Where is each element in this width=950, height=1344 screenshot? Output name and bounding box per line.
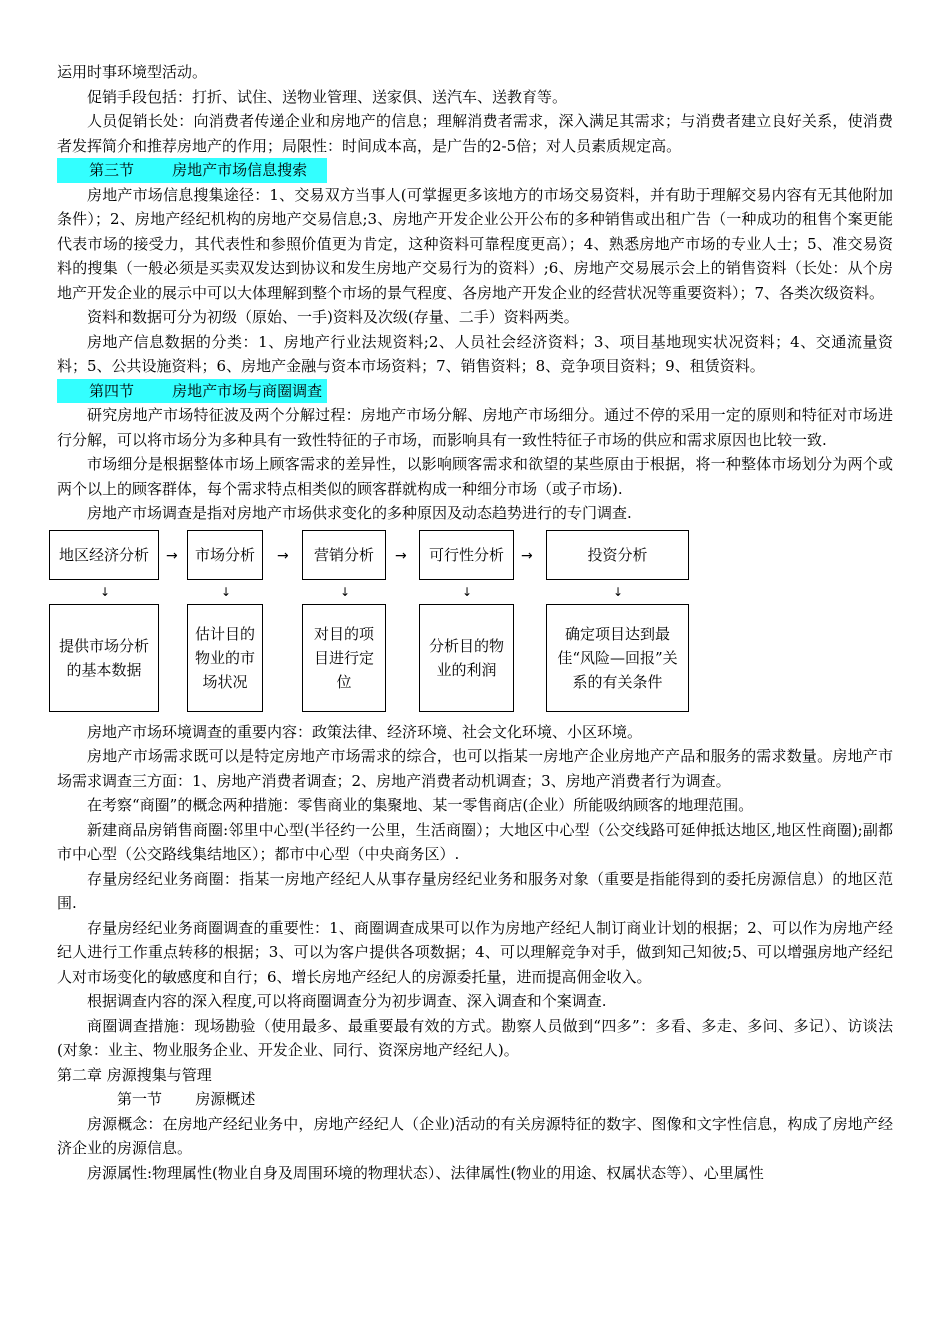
paragraph: 房地产信息数据的分类：1、房地产行业法规资料;2、人员社会经济资料；3、项目基地现实状况资料；4、交通流量资料；5、公共设施资料；6、房地产金融与资本市场资料；7、销售资料；8、竞争项目资料；9、租赁资料。	[57, 332, 893, 375]
paragraph: 资料和数据可分为初级（原始、一手)资料及次级(存量、二手）资料两类。	[87, 308, 579, 326]
flow-arrow-right-icon: →	[521, 547, 533, 564]
flow-bottom-box	[187, 604, 263, 712]
highlighted-heading: 第四节 房地产市场与商圈调查	[57, 379, 327, 404]
flow-top-box	[187, 530, 263, 580]
paragraph: 研究房地产市场特征波及两个分解过程：房地产市场分解、房地产市场细分。通过不停的采用一定的原则和特征对市场进行分解，可以将市场分为多种具有一致性特征的子市场，而影响具有一致性特征子市场的供应和需求原因也比较一致.	[57, 406, 893, 449]
flow-arrow-down-icon: ↓	[340, 584, 351, 599]
paragraph: 人员促销长处：向消费者传递企业和房地产的信息；理解消费者需求，深入满足其需求；与消费者建立良好关系，使消费者发挥简介和推荐房地产的作用；局限性：时间成本高，是广告的2-5倍；对人员素质规定高。	[57, 112, 893, 155]
flow-bottom-box	[49, 604, 159, 712]
paragraph: 新建商品房销售商圈:邻里中心型(半径约一公里，生活商圈）；大地区中心型（公交线路可延伸抵达地区,地区性商圈);副都市中心型（公交路线集结地区）；都市中心型（中央商务区）.	[57, 820, 893, 863]
flow-arrow-right-icon: →	[166, 547, 178, 564]
paragraph: 商圈调查措施：现场勘验（使用最多、最重要最有效的方式。勘察人员做到“四多”：多看、多走、多问、多记）、访谈法(对象：业主、物业服务企业、开发企业、同行、资深房地产经纪人)。	[57, 1016, 893, 1059]
flow-arrow-down-icon: ↓	[613, 584, 624, 599]
flow-top-box	[302, 530, 386, 580]
flow-top-box	[49, 530, 159, 580]
paragraph: 存量房经纪业务商圈：指某一房地产经纪人从事存量房经纪业务和服务对象（重要是指能得到的委托房源信息）的地区范围.	[57, 869, 893, 912]
flow-arrow-right-icon: →	[277, 547, 289, 564]
flowchart	[57, 528, 893, 718]
flow-top-text: 投资分析	[587, 545, 648, 564]
paragraph: 市场细分是根据整体市场上顾客需求的差异性，以影响顾客需求和欲望的某些原由于根据，将一种整体市场划分为两个或两个以上的顾客群体，每个需求特点相类似的顾客群就构成一种细分市场（或子市场).	[57, 455, 893, 498]
flow-bottom-box	[419, 604, 514, 712]
flow-bottom-text: 提供市场分析的基本数据	[58, 636, 149, 679]
flow-bottom-text: 确定项目达到最佳“风险—回报”关系的有关条件	[557, 624, 678, 691]
paragraph: 在考察“商圈”的概念两种措施：零售商业的集聚地、某一零售商店(企业）所能吸纳顾客的地理范围。	[87, 796, 754, 814]
paragraph: 促销手段包括：打折、试住、送物业管理、送家俱、送汽车、送教育等。	[87, 87, 568, 106]
paragraph: 房地产市场需求既可以是特定房地产市场需求的综合，也可以指某一房地产企业房地产产品和服务的需求数量。房地产市场需求调查三方面：1、房地产消费者调查；2、房地产消费者动机调查；3、房地产消费者行为调查。	[57, 747, 893, 790]
flow-top-box	[419, 530, 514, 580]
flow-arrow-right-icon: →	[395, 547, 407, 564]
paragraph: 根据调查内容的深入程度,可以将商圈调查分为初步调查、深入调查和个案调查.	[87, 992, 607, 1010]
flow-top-text: 地区经济分析	[59, 545, 150, 564]
flow-top-text: 营销分析	[314, 545, 375, 564]
section-heading: 第一节 房源概述	[117, 1090, 256, 1108]
flow-bottom-box	[302, 604, 386, 712]
paragraph: 房源概念：在房地产经纪业务中，房地产经纪人（企业)活动的有关房源特征的数字、图像和文字性信息，构成了房地产经济企业的房源信息。	[57, 1114, 893, 1157]
document-page	[57, 60, 893, 1185]
flow-arrow-down-icon: ↓	[100, 584, 111, 599]
paragraph: 房源属性:物理属性(物业自身及周围环境的物理状态）、法律属性(物业的用途、权属状态等）、心里属性	[87, 1163, 764, 1182]
paragraph: 房地产市场调查是指对房地产市场供求变化的多种原因及动态趋势进行的专门调查.	[87, 504, 632, 522]
section-heading-3	[57, 158, 893, 183]
flow-arrow-down-icon: ↓	[221, 584, 232, 599]
paragraph: 存量房经纪业务商圈调查的重要性：1、商圈调查成果可以作为房地产经纪人制订商业计划的根据；2、可以作为房地产经纪人进行工作重点转移的根据；3、可以为客户提供各项数据；4、可以理解竞争对手，做到知己知彼;5、可以增强房地产经纪人对市场变化的敏感度和自行；6、增长房地产经纪人的房源委托量，进而提高佣金收入。	[57, 918, 893, 986]
flow-bottom-text: 估计目的物业的市场状况	[194, 624, 255, 691]
flow-bottom-text: 分析目的物业的利润	[428, 636, 504, 679]
paragraph: 运用时事环境型活动。	[57, 63, 208, 81]
chapter-title: 第二章 房源搜集与管理	[57, 1065, 212, 1084]
highlighted-heading: 第三节 房地产市场信息搜索	[57, 158, 327, 183]
paragraph: 房地产市场环境调查的重要内容：政策法律、经济环境、社会文化环境、小区环境。	[87, 722, 643, 741]
flow-bottom-text: 对目的项目进行定位	[313, 624, 374, 691]
flow-top-box	[546, 530, 689, 580]
flow-top-text: 市场分析	[195, 545, 256, 564]
paragraph: 房地产市场信息搜集途径：1、交易双方当事人(可掌握更多该地方的市场交易资料，并有助于理解交易内容有无其他附加条件）；2、房地产经纪机构的房地产交易信息;3、房地产开发企业公开公布的多种销售或出租广告（一种成功的租售个案更能代表市场的接受力，其代表性和参照价值更为肯定，这种资料可靠程度更高）；4、熟悉房地产市场的专业人士；5、准交易资料的搜集（一般必须是买卖双发达到协议和发生房地产交易行为的资料）;6、房地产交易展示会上的销售资料（长处：从个房地产开发企业的展示中可以大体理解到整个市场的景气程度、各房地产开发企业的经营状况等重要资料）；7、各类次级资料。	[57, 185, 893, 302]
flow-top-text: 可行性分析	[428, 545, 504, 564]
flow-bottom-box	[546, 604, 689, 712]
flow-arrow-down-icon: ↓	[462, 584, 473, 599]
section-heading-4	[57, 379, 893, 404]
